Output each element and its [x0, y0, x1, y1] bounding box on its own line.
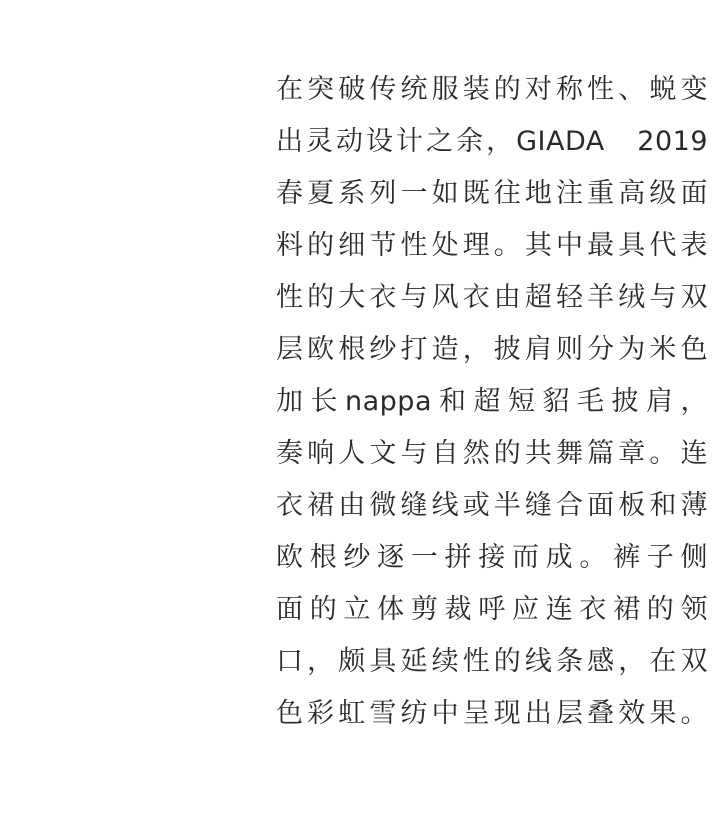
text-line: 层欧根纱打造，披肩则分为米色	[276, 334, 708, 365]
text-line: 奏响人文与自然的共舞篇章。连	[276, 438, 708, 469]
text-line: 料的细节性处理。其中最具代表	[276, 230, 708, 261]
text-line: 在突破传统服装的对称性、蜕变	[276, 74, 708, 105]
text-line: 色彩虹雪纺中呈现出层叠效果。	[276, 698, 708, 729]
text-line: 口，颇具延续性的线条感，在双	[276, 646, 708, 677]
text-line: 加长nappa和超短貂毛披肩，	[276, 386, 708, 417]
article-text	[276, 64, 708, 740]
text-line: 欧根纱逐一拼接而成。裤子侧	[276, 542, 708, 573]
text-line: 面的立体剪裁呼应连衣裙的领	[276, 594, 708, 625]
text-line: 性的大衣与风衣由超轻羊绒与双	[276, 282, 708, 313]
text-line: 出灵动设计之余，GIADA 2019	[276, 126, 708, 157]
text-line: 衣裙由微缝线或半缝合面板和薄	[276, 490, 708, 521]
text-line: 春夏系列一如既往地注重高级面	[276, 178, 708, 209]
